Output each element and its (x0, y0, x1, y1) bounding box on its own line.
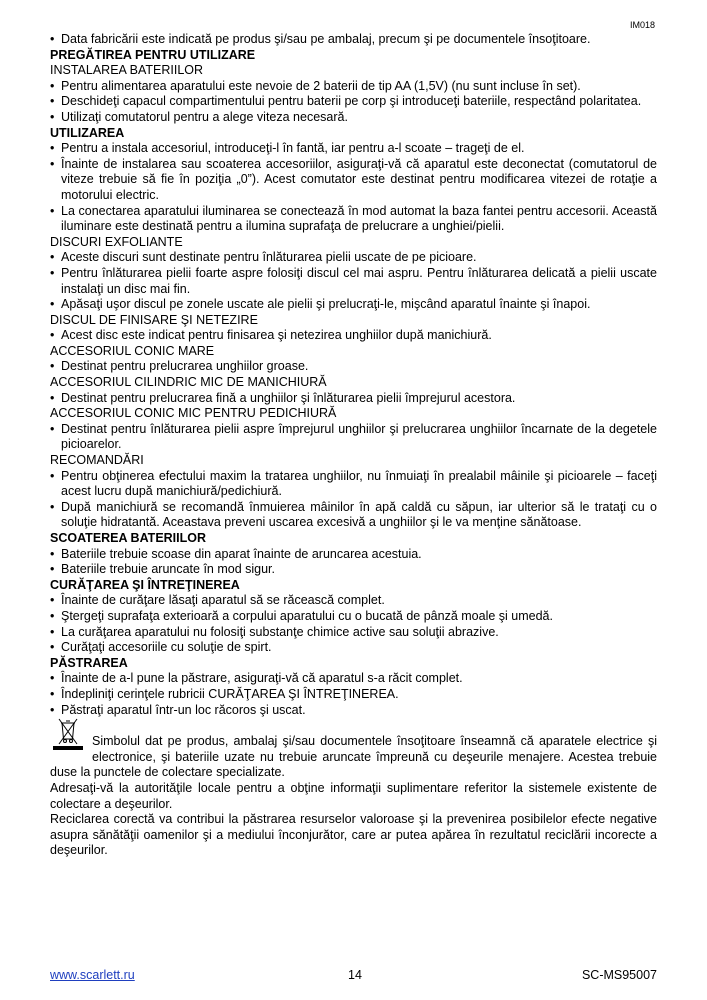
page-number: 14 (348, 968, 362, 982)
list-item: • La curăţarea aparatului nu folosiţi substanţe chimice active sau soluţii abrazive. (50, 625, 657, 641)
list-item: • Îndepliniţi cerinţele rubricii CURĂŢAREA ŞI ÎNTREŢINEREA. (50, 687, 657, 703)
list-item: • Înainte de instalarea sau scoaterea accesoriilor, asiguraţi-vă că aparatul este deconectat (comutatorul de viteze trebuie să fie în poziţia „0”). Acest comutator este destinat pentru modificarea vitezei de rotaţie a motorului electric. (50, 157, 657, 204)
list-item: • Păstraţi aparatul într-un loc răcoros şi uscat. (50, 703, 657, 719)
list-item: • Data fabricării este indicată pe produs şi/sau pe ambalaj, precum şi pe documentele însoţitoare. (50, 32, 657, 48)
list-item: • Destinat pentru prelucrarea unghiilor groase. (50, 359, 657, 375)
list-item: • Aceste discuri sunt destinate pentru înlăturarea pielii uscate de pe picioare. (50, 250, 657, 266)
crossed-out-wheelie-bin-icon (50, 718, 86, 752)
subsection-heading: ACCESORIUL CILINDRIC MIC DE MANICHIURĂ (50, 375, 327, 390)
list-item: • Apăsaţi uşor discul pe zonele uscate ale pielii şi prelucraţi-le, mişcând aparatul înainte şi înapoi. (50, 297, 657, 313)
model-number: SC-MS95007 (581, 968, 657, 982)
website-link[interactable]: www.scarlett.ru (50, 968, 135, 982)
list-item: • Pentru înlăturarea pielii foarte aspre folosiţi discul cel mai aspru. Pentru înlăturarea delicată a pielii uscate instalaţi un disc mai fin. (50, 266, 657, 297)
list-item: • Pentru obţinerea efectului maxim la tratarea unghiilor, nu înmuiaţi în prealabil mâinile şi picioarele – faceţi acest lucru după manichiură/pedichiură. (50, 469, 657, 500)
list-item: • Destinat pentru prelucrarea fină a unghiilor şi înlăturarea pielii împrejurul acestora. (50, 391, 657, 407)
section-heading: PREGĂTIREA PENTRU UTILIZARE (50, 47, 256, 62)
section-heading: CURĂŢAREA ŞI ÎNTREŢINEREA (50, 577, 240, 592)
list-item: • La conectarea aparatului iluminarea se conectează în mod automat la baza fantei pentru accesorii. Această iluminare este destinată pentru a ilumina suprafaţa de prelucrare a unghiei/pielii. (50, 204, 657, 235)
list-item: • Ştergeţi suprafaţa exterioară a corpului aparatului cu o bucată de pânză moale şi umedă. (50, 609, 657, 625)
recycling-paragraph: Simbolul dat pe produs, ambalaj şi/sau documentele însoţitoare înseamnă că aparatele electrice şi electronice, şi bateriile uzate nu trebuie aruncate împreună cu deşeurile menajere. Acestea trebuie duse la punctele de colectare specializate. (50, 734, 657, 780)
list-item: • Înainte de curăţare lăsaţi aparatul să se răcească complet. (50, 593, 657, 609)
recycling-paragraph: Reciclarea corectă va contribui la păstrarea resurselor valoroase şi la prevenirea posibilelor efecte negative asupra sănătăţii oamenilor şi a mediului înconjurător, care ar putea apărea în rezultatul reciclării incorecte a deşeurilor. (50, 812, 657, 858)
subsection-heading: ACCESORIUL CONIC MARE (50, 343, 215, 358)
list-item: • Deschideţi capacul compartimentului pentru baterii pe corp şi introduceţi bateriile, respectând polaritatea. (50, 94, 657, 110)
recycling-paragraph: Adresaţi-vă la autorităţile locale pentru a obţine informaţii suplimentare referitor la sistemele existente de colectare a deşeurilor. (50, 780, 657, 811)
subsection-heading: ACCESORIUL CONIC MIC PENTRU PEDICHIURĂ (50, 406, 337, 421)
list-item: • Pentru alimentarea aparatului este nevoie de 2 baterii de tip AA (1,5V) (nu sunt incluse în set). (50, 79, 657, 95)
manual-content (50, 32, 657, 859)
section-heading: PĂSTRAREA (50, 655, 128, 670)
list-item: • Bateriile trebuie aruncate în mod sigur. (50, 562, 657, 578)
list-item: • Curăţaţi accesoriile cu soluţie de spirt. (50, 640, 657, 656)
section-heading: UTILIZAREA (50, 125, 125, 140)
document-code: IM018 (629, 20, 655, 30)
list-item: • Utilizaţi comutatorul pentru a alege viteza necesară. (50, 110, 657, 126)
list-item: • Înainte de a-l pune la păstrare, asiguraţi-vă că aparatul s-a răcit complet. (50, 671, 657, 687)
list-item: • Acest disc este indicat pentru finisarea şi netezirea unghiilor după manichiură. (50, 328, 657, 344)
list-item: • Pentru a instala accesoriul, introduceţi-l în fantă, iar pentru a-l scoate – trageţi de el. (50, 141, 657, 157)
list-item: • Destinat pentru înlăturarea pielii aspre împrejurul unghiilor şi prelucrarea unghiilor încarnate de la degetele picioarelor. (50, 422, 657, 453)
subsection-heading: DISCUL DE FINISARE ŞI NETEZIRE (50, 312, 258, 327)
recycling-notice (50, 718, 657, 859)
list-item: • După manichiură se recomandă înmuierea mâinilor în apă caldă cu săpun, iar ulterior să le trataţi cu o soluţie hidratantă. Aceastava preveni uscarea excesivă a unghiilor şi le va menţine sănătoase. (50, 500, 657, 531)
subsection-heading: DISCURI EXFOLIANTE (50, 234, 183, 249)
list-item: • Bateriile trebuie scoase din aparat înainte de aruncarea acestuia. (50, 547, 657, 563)
subsection-heading: RECOMANDĂRI (50, 453, 144, 468)
section-heading: SCOATEREA BATERIILOR (50, 531, 207, 545)
subsection-heading: INSTALAREA BATERIILOR (50, 63, 204, 78)
